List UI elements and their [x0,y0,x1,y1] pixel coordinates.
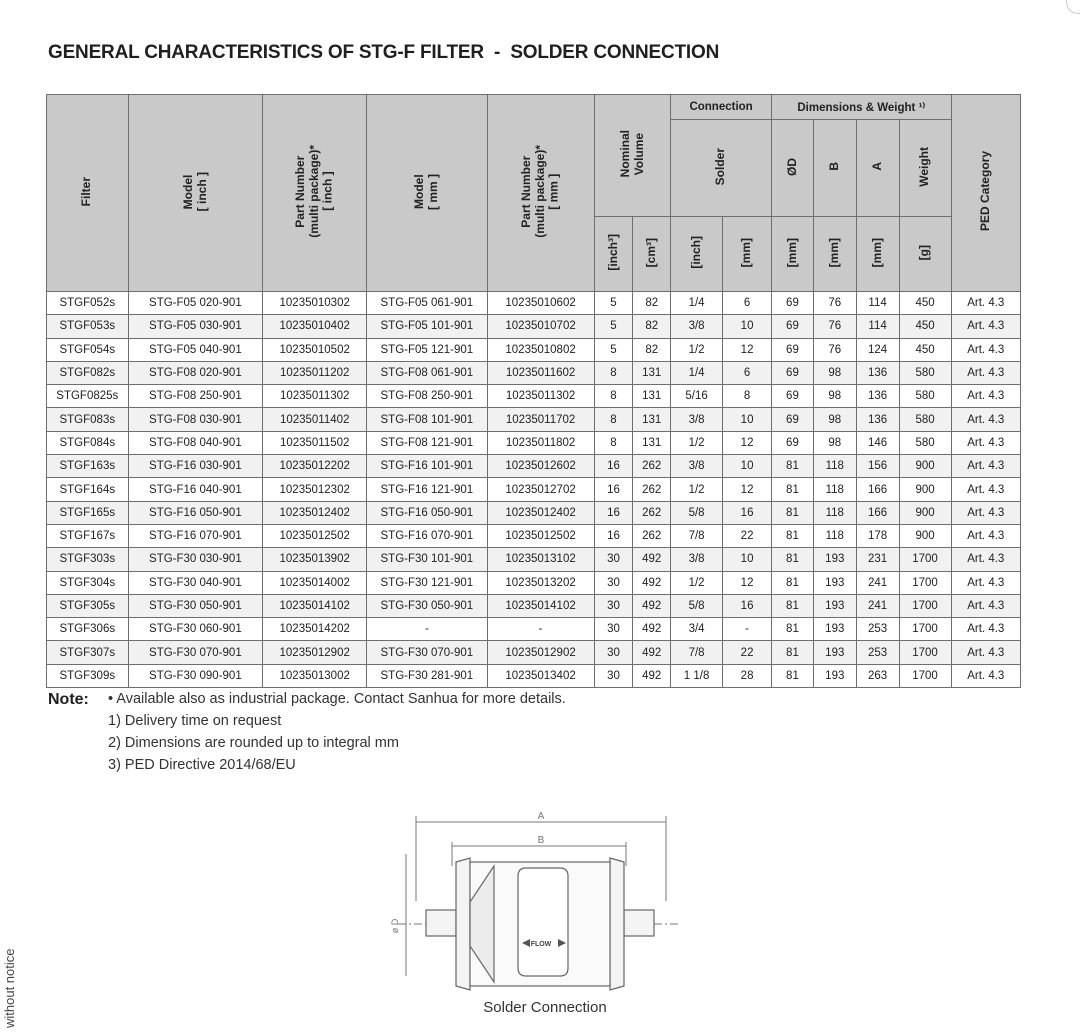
table-cell: 10235011502 [263,431,367,454]
table-cell: 166 [856,478,899,501]
flow-label: FLOW [530,941,552,948]
table-cell: 1700 [899,594,951,617]
table-cell: 1 1/8 [671,664,723,687]
table-cell: 262 [633,524,671,547]
table-cell: 118 [813,455,856,478]
table-cell: 7/8 [671,641,723,664]
table-cell: Art. 4.3 [951,385,1020,408]
table-row [47,385,1021,408]
table-row [47,641,1021,664]
table-cell: 5 [594,338,633,361]
table-cell: 81 [772,618,814,641]
table-cell: 8 [594,361,633,384]
table-cell: 81 [772,548,814,571]
col-weight: Weight [899,120,951,217]
table-cell: 1700 [899,618,951,641]
table-cell: 178 [856,524,899,547]
table-cell: 10235010602 [487,292,594,315]
table-cell: STGF305s [47,594,129,617]
table-cell: 114 [856,315,899,338]
table-row [47,292,1021,315]
table-cell: 492 [633,571,671,594]
table-cell: 10 [723,408,772,431]
table-cell: 81 [772,664,814,687]
table-cell: 580 [899,361,951,384]
table-cell: STG-F30 050-901 [367,594,487,617]
table-cell: 8 [723,385,772,408]
table-cell: 12 [723,338,772,361]
table-cell: 82 [633,338,671,361]
table-cell: 76 [813,315,856,338]
table-cell: 253 [856,618,899,641]
table-cell: 16 [594,524,633,547]
table-cell: 69 [772,385,814,408]
col-od: ØD [772,120,814,217]
table-cell: 156 [856,455,899,478]
table-cell: - [367,618,487,641]
table-cell: 98 [813,408,856,431]
table-cell: 10235011302 [263,385,367,408]
table-cell: 81 [772,455,814,478]
table-cell: 10235012702 [487,478,594,501]
table-cell: STG-F30 101-901 [367,548,487,571]
table-cell: STG-F16 050-901 [128,501,263,524]
table-cell: 8 [594,385,633,408]
table-cell: 900 [899,501,951,524]
table-cell: 16 [723,501,772,524]
table-cell: 118 [813,501,856,524]
table-cell: STGF0825s [47,385,129,408]
table-cell: 263 [856,664,899,687]
table-cell: 1/2 [671,478,723,501]
table-cell: STGF167s [47,524,129,547]
table-cell: Art. 4.3 [951,361,1020,384]
table-cell: - [487,618,594,641]
table-cell: 231 [856,548,899,571]
table-cell: STGF083s [47,408,129,431]
table-cell: 69 [772,361,814,384]
table-cell: 1/2 [671,571,723,594]
table-cell: 492 [633,618,671,641]
col-ped-category: PED Category [951,95,1020,292]
unit-mm-od: [mm] [772,217,814,292]
table-cell: 30 [594,548,633,571]
table-cell: 136 [856,361,899,384]
table-cell: STG-F16 040-901 [128,478,263,501]
table-cell: 1/4 [671,361,723,384]
table-cell: 10235014102 [263,594,367,617]
table-cell: 98 [813,361,856,384]
table-cell: 10235012902 [263,641,367,664]
table-cell: 10235013102 [487,548,594,571]
table-cell: STG-F16 030-901 [128,455,263,478]
table-cell: STG-F30 070-901 [367,641,487,664]
col-a: A [856,120,899,217]
table-cell: 3/8 [671,408,723,431]
table-cell: 28 [723,664,772,687]
table-cell: 492 [633,548,671,571]
table-cell: 10235012502 [487,524,594,547]
table-cell: STGF309s [47,664,129,687]
table-cell: 10235014102 [487,594,594,617]
table-cell: 10235013902 [263,548,367,571]
note-line-2: 1) Delivery time on request [108,713,282,729]
table-cell: 69 [772,431,814,454]
table-cell: 10235014002 [263,571,367,594]
table-cell: 131 [633,385,671,408]
table-row [47,408,1021,431]
table-cell: STGF163s [47,455,129,478]
table-cell: STG-F05 121-901 [367,338,487,361]
col-model-inch: Model [ inch ] [128,95,263,292]
table-cell: 10235011602 [487,361,594,384]
table-cell: STGF306s [47,618,129,641]
table-cell: 30 [594,641,633,664]
table-cell: Art. 4.3 [951,571,1020,594]
table-cell: 10235013402 [487,664,594,687]
col-solder: Solder [671,120,772,217]
note-line-1: • Available also as industrial package. Contact Sanhua for more details. [108,691,566,707]
table-cell: 5/16 [671,385,723,408]
table-cell: STGF054s [47,338,129,361]
table-cell: 10235011702 [487,408,594,431]
table-cell: 1700 [899,641,951,664]
table-cell: 16 [594,455,633,478]
table-cell: 5/8 [671,594,723,617]
table-cell: Art. 4.3 [951,315,1020,338]
col-model-mm: Model [ mm ] [367,95,487,292]
table-cell: 82 [633,292,671,315]
table-cell: Art. 4.3 [951,292,1020,315]
table-cell: 1/2 [671,431,723,454]
table-cell: 114 [856,292,899,315]
diagram-caption: Solder Connection [483,999,607,1016]
table-cell: 193 [813,594,856,617]
table-cell: STGF084s [47,431,129,454]
table-cell: 5/8 [671,501,723,524]
table-cell: 193 [813,618,856,641]
table-cell: STG-F05 040-901 [128,338,263,361]
table-cell: 16 [594,478,633,501]
table-cell: 193 [813,641,856,664]
table-cell: STG-F08 250-901 [128,385,263,408]
table-cell: Art. 4.3 [951,524,1020,547]
table-cell: 492 [633,664,671,687]
table-cell: 193 [813,548,856,571]
table-cell: 900 [899,455,951,478]
table-cell: Art. 4.3 [951,548,1020,571]
table-cell: 81 [772,571,814,594]
col-part-inch: Part Number (multi package)* [ inch ] [263,95,367,292]
table-cell: STG-F08 250-901 [367,385,487,408]
table-cell: 124 [856,338,899,361]
table-cell: Art. 4.3 [951,501,1020,524]
table-cell: STG-F05 061-901 [367,292,487,315]
unit-mm-b: [mm] [813,217,856,292]
table-cell: 10235012402 [263,501,367,524]
table-cell: 3/8 [671,315,723,338]
table-cell: 10235011302 [487,385,594,408]
table-cell: 10235012402 [487,501,594,524]
table-cell: 241 [856,571,899,594]
table-cell: 6 [723,361,772,384]
table-cell: 5 [594,315,633,338]
table-cell: 10235010502 [263,338,367,361]
table-cell: STG-F30 281-901 [367,664,487,687]
table-cell: 10235011402 [263,408,367,431]
table-cell: 10235010802 [487,338,594,361]
table-cell: 10235012902 [487,641,594,664]
col-part-mm: Part Number (multi package)* [ mm ] [487,95,594,292]
table-cell: 22 [723,641,772,664]
table-cell: 81 [772,641,814,664]
table-cell: STG-F05 030-901 [128,315,263,338]
table-cell: Art. 4.3 [951,641,1020,664]
table-row [47,455,1021,478]
table-cell: STGF307s [47,641,129,664]
table-cell: STG-F30 070-901 [128,641,263,664]
unit-inch: [inch] [671,217,723,292]
table-cell: 900 [899,478,951,501]
table-cell: 16 [594,501,633,524]
table-cell: Art. 4.3 [951,431,1020,454]
table-cell: 10 [723,548,772,571]
table-cell: STGF303s [47,548,129,571]
table-row [47,548,1021,571]
table-row [47,524,1021,547]
table-row [47,664,1021,687]
table-cell: 10235012302 [263,478,367,501]
table-cell: 10235010302 [263,292,367,315]
table-row [47,315,1021,338]
table-cell: 30 [594,664,633,687]
table-cell: STG-F16 101-901 [367,455,487,478]
table-cell: 81 [772,524,814,547]
dim-d-label: ø D [390,918,400,934]
table-cell: 10235012502 [263,524,367,547]
table-cell: 580 [899,385,951,408]
table-cell: 69 [772,315,814,338]
table-cell: STGF082s [47,361,129,384]
table-cell: 3/8 [671,455,723,478]
table-cell: STG-F16 121-901 [367,478,487,501]
table-cell: 253 [856,641,899,664]
table-cell: STGF165s [47,501,129,524]
table-cell: 22 [723,524,772,547]
table-cell: STG-F30 040-901 [128,571,263,594]
table-cell: 131 [633,408,671,431]
solder-connection-diagram [380,806,700,1026]
table-cell: Art. 4.3 [951,664,1020,687]
table-cell: 1/4 [671,292,723,315]
table-cell: 146 [856,431,899,454]
table-cell: 3/8 [671,548,723,571]
table-cell: STG-F16 070-901 [128,524,263,547]
table-cell: 8 [594,408,633,431]
table-cell: 1700 [899,548,951,571]
table-cell: STGF052s [47,292,129,315]
table-cell: STG-F05 020-901 [128,292,263,315]
table-cell: 580 [899,431,951,454]
table-cell: 30 [594,594,633,617]
table-cell: 118 [813,524,856,547]
table-cell: 262 [633,478,671,501]
unit-cm3: [cm³] [633,217,671,292]
table-cell: 16 [723,594,772,617]
table-cell: 82 [633,315,671,338]
table-cell: 76 [813,338,856,361]
table-cell: 1700 [899,664,951,687]
table-cell: 6 [723,292,772,315]
table-cell: STG-F16 050-901 [367,501,487,524]
characteristics-table [46,94,1021,688]
table-cell: 136 [856,385,899,408]
table-cell: 450 [899,315,951,338]
table-cell: 492 [633,641,671,664]
table-cell: STG-F30 090-901 [128,664,263,687]
table-cell: 81 [772,478,814,501]
table-cell: Art. 4.3 [951,618,1020,641]
note-label: Note: [48,691,89,708]
note-line-3: 2) Dimensions are rounded up to integral mm [108,735,399,751]
table-cell: 131 [633,431,671,454]
table-cell: 262 [633,501,671,524]
table-cell: 76 [813,292,856,315]
table-cell: STG-F30 121-901 [367,571,487,594]
table-cell: STGF164s [47,478,129,501]
table-cell: 3/4 [671,618,723,641]
table-cell: 131 [633,361,671,384]
dim-b-label: B [537,835,545,846]
table-cell: Art. 4.3 [951,478,1020,501]
table-cell: 98 [813,431,856,454]
table-cell: 12 [723,431,772,454]
table-cell: Art. 4.3 [951,408,1020,431]
table-cell: 241 [856,594,899,617]
table-row [47,478,1021,501]
table-cell: 262 [633,455,671,478]
table-cell: STG-F05 101-901 [367,315,487,338]
table-cell: 10 [723,315,772,338]
table-cell: 81 [772,501,814,524]
table-cell: 10235013002 [263,664,367,687]
table-row [47,571,1021,594]
table-cell: STG-F08 020-901 [128,361,263,384]
dim-a-label: A [537,811,545,822]
table-cell: 450 [899,292,951,315]
table-cell: Art. 4.3 [951,455,1020,478]
table-cell: 136 [856,408,899,431]
table-cell: STG-F16 070-901 [367,524,487,547]
table-cell: STG-F30 060-901 [128,618,263,641]
table-cell: STG-F08 101-901 [367,408,487,431]
table-cell: STG-F30 030-901 [128,548,263,571]
table-cell: 1700 [899,571,951,594]
table-cell: Art. 4.3 [951,338,1020,361]
table-row [47,338,1021,361]
table-cell: - [723,618,772,641]
table-cell: 10235012602 [487,455,594,478]
table-cell: 10235011202 [263,361,367,384]
table-cell: 10235010402 [263,315,367,338]
table-cell: 10235011802 [487,431,594,454]
table-cell: 166 [856,501,899,524]
col-filter: Filter [47,95,129,292]
table-cell: 1/2 [671,338,723,361]
table-cell: 30 [594,571,633,594]
unit-mm: [mm] [723,217,772,292]
unit-mm-a: [mm] [856,217,899,292]
col-b: B [813,120,856,217]
table-cell: STGF304s [47,571,129,594]
col-nominal-volume: Nominal Volume [594,95,670,217]
unit-inch3: [inch³] [594,217,633,292]
unit-g: [g] [899,217,951,292]
table-cell: 10 [723,455,772,478]
table-row [47,501,1021,524]
table-cell: 5 [594,292,633,315]
page-title: GENERAL CHARACTERISTICS OF STG-F FILTER - SOLDER CONNECTION [48,42,720,63]
table-cell: STG-F08 030-901 [128,408,263,431]
table-cell: 580 [899,408,951,431]
table-cell: STGF053s [47,315,129,338]
note-line-4: 3) PED Directive 2014/68/EU [108,757,296,773]
table-body [47,292,1021,688]
table-row [47,618,1021,641]
table-cell: STG-F08 061-901 [367,361,487,384]
table-cell: 98 [813,385,856,408]
table-cell: 193 [813,571,856,594]
table-cell: 10235010702 [487,315,594,338]
table-cell: 492 [633,594,671,617]
group-connection: Connection [671,95,772,120]
table-cell: 7/8 [671,524,723,547]
table-cell: 450 [899,338,951,361]
table-cell: STG-F30 050-901 [128,594,263,617]
table-cell: 30 [594,618,633,641]
table-cell: 10235013202 [487,571,594,594]
table-cell: STG-F08 121-901 [367,431,487,454]
table-cell: 118 [813,478,856,501]
table-cell: 69 [772,338,814,361]
table-cell: 10235014202 [263,618,367,641]
table-cell: 69 [772,408,814,431]
table-cell: 81 [772,594,814,617]
table-row [47,431,1021,454]
table-row [47,361,1021,384]
side-text: without notice [2,948,17,1028]
table-cell: 8 [594,431,633,454]
table-cell: 12 [723,571,772,594]
table-row [47,594,1021,617]
table-cell: Art. 4.3 [951,594,1020,617]
table-cell: 193 [813,664,856,687]
page-corner-marker [1066,0,1080,14]
table-cell: 10235012202 [263,455,367,478]
table-cell: 12 [723,478,772,501]
table-cell: 900 [899,524,951,547]
table-cell: STG-F08 040-901 [128,431,263,454]
group-dimensions-weight: Dimensions & Weight ¹⁾ [772,95,952,120]
table-cell: 69 [772,292,814,315]
